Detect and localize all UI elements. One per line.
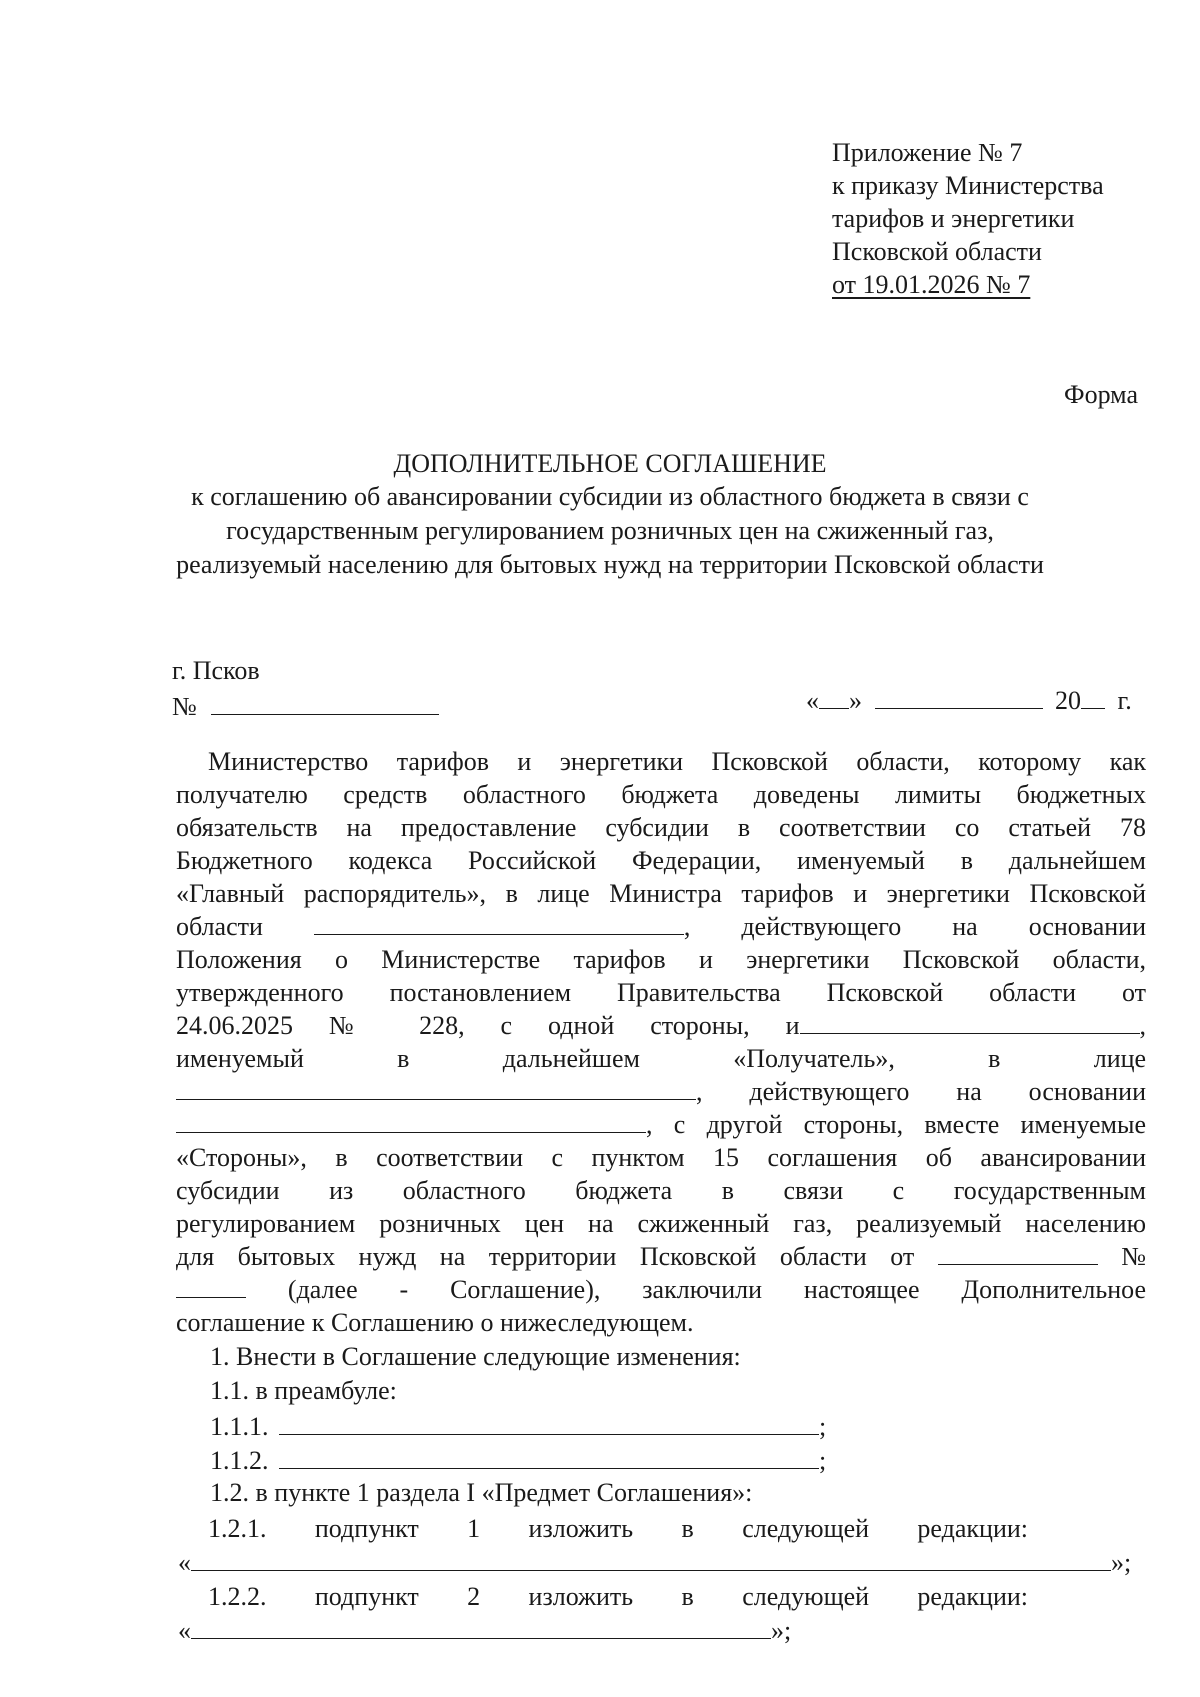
text: с другой стороны, вместе именуемые [673, 1110, 1146, 1139]
word: на [952, 912, 978, 941]
text: (далее - Соглашение), [287, 1275, 601, 1304]
agreement-number [172, 690, 439, 722]
agreement-date [806, 684, 1132, 716]
word: в [988, 1044, 1001, 1073]
recipient-blank [800, 1009, 1140, 1034]
body-line-4: Бюджетного кодекса Российской Федерации, именуемый в дальнейшем [176, 846, 1146, 875]
open-quote: « [178, 1548, 191, 1577]
body-line-14: субсидии из областного бюджета в связи с государственным [176, 1176, 1146, 1205]
word: Дополнительное [961, 1275, 1147, 1304]
representative-field [176, 1077, 703, 1106]
appendix-line-2: к приказу Министерства [832, 171, 1104, 200]
body-line-9 [176, 1009, 1146, 1042]
word: именуемый [176, 1044, 304, 1073]
word: дальнейшем [502, 1044, 640, 1073]
word: заключили [642, 1275, 763, 1304]
word: одной [547, 1011, 615, 1040]
form-label: Форма [1064, 380, 1138, 409]
basis-field [176, 1110, 653, 1139]
word: 228, [419, 1011, 465, 1040]
basis-blank [176, 1108, 646, 1133]
word: основании [1028, 912, 1147, 941]
word: с [500, 1011, 513, 1040]
semicolon: ; [819, 1446, 827, 1475]
body-line-6 [176, 910, 1146, 943]
date-close-quote: » [849, 686, 862, 715]
item-1-2-2-text [178, 1614, 791, 1646]
word: на [956, 1077, 982, 1106]
appendix-line-3: тарифов и энергетики [832, 204, 1075, 233]
item-1: 1. Внести в Соглашение следующие изменения: [210, 1342, 741, 1371]
comma: , [646, 1110, 653, 1139]
subtitle-line-2: государственным регулированием розничных цен на сжиженный газ, [226, 516, 994, 545]
subtitle-line-3: реализуемый населению для бытовых нужд на территории Псковской области [176, 550, 1044, 579]
appendix-line-4: Псковской области [832, 237, 1042, 266]
minister-name-blank [314, 910, 684, 935]
subtitle-line-1: к соглашению об авансировании субсидии из областного бюджета в связи с [191, 482, 1029, 511]
word: и [785, 1011, 800, 1040]
item-1-2-2-blank [191, 1614, 771, 1639]
year-prefix: 20 [1055, 686, 1081, 715]
body-line-13: «Стороны», в соответствии с пунктом 15 соглашения об авансировании [176, 1143, 1146, 1172]
city-name: г. Псков [172, 656, 260, 685]
word: «Получатель», [733, 1044, 895, 1073]
appendix-block [832, 136, 1104, 301]
word: лице [1093, 1044, 1147, 1073]
item-1-2-2: 1.2.2. подпункт 2 изложить в следующей редакции: [208, 1582, 1028, 1611]
word: стороны, [650, 1011, 750, 1040]
item-1-2-1-blank [191, 1546, 1111, 1571]
item-1-1-2 [210, 1444, 826, 1476]
comma: , [1139, 1011, 1146, 1040]
body-line-10 [176, 1042, 1146, 1075]
item-number: 1.1.2. [210, 1446, 269, 1475]
number-blank [211, 690, 439, 715]
word: № [328, 1011, 384, 1040]
recipient-field [786, 1011, 1146, 1040]
body-line-11 [176, 1075, 1146, 1108]
text: для бытовых нужд на территории Псковской области от [176, 1242, 915, 1271]
item-1-1-1 [210, 1410, 826, 1442]
month-blank [875, 684, 1043, 709]
day-blank [819, 684, 849, 709]
year-blank [1081, 684, 1105, 709]
date-open-quote: « [806, 686, 819, 715]
item-1-1: 1.1. в преамбуле: [210, 1376, 397, 1405]
close-quote: »; [771, 1616, 792, 1645]
close-quote: »; [1111, 1548, 1132, 1577]
representative-blank [176, 1075, 696, 1100]
open-quote: « [178, 1616, 191, 1645]
body-line-18: соглашение к Соглашению о нижеследующем. [176, 1308, 694, 1337]
word: 24.06.2025 [176, 1011, 293, 1040]
comma: , [683, 912, 691, 941]
item-1-1-1-blank [279, 1410, 819, 1435]
item-1-1-2-blank [279, 1444, 819, 1469]
item-number: 1.1.1. [210, 1412, 269, 1441]
word: № [1121, 1242, 1146, 1271]
agreement-date-blank [938, 1240, 1098, 1265]
item-1-2-1: 1.2.1. подпункт 1 изложить в следующей редакции: [208, 1514, 1028, 1543]
agreement-number-blank [176, 1273, 246, 1298]
comma: , [696, 1077, 703, 1106]
body-line-16 [176, 1240, 1146, 1273]
word: в [397, 1044, 410, 1073]
document-title: ДОПОЛНИТЕЛЬНОЕ СОГЛАШЕНИЕ [393, 449, 827, 478]
body-line-17 [176, 1273, 1146, 1306]
item-1-2: 1.2. в пункте 1 раздела I «Предмет Соглашения»: [210, 1478, 753, 1507]
word: основании [1028, 1077, 1146, 1106]
body-line-12 [176, 1108, 1146, 1141]
appendix-order-date: от 19.01.2026 № 7 [832, 270, 1031, 299]
item-1-2-1-text [178, 1546, 1131, 1578]
body-line-2: получателю средств областного бюджета доведены лимиты бюджетных [176, 780, 1146, 809]
number-label: № [172, 692, 197, 721]
year-suffix: г. [1117, 686, 1132, 715]
body-line-1: Министерство тарифов и энергетики Псковской области, которому как [208, 747, 1146, 776]
appendix-line-1: Приложение № 7 [832, 138, 1023, 167]
body-line-15: регулированием розничных цен на сжиженный газ, реализуемый населению [176, 1209, 1146, 1238]
word: действующего [749, 1077, 910, 1106]
word: действующего [741, 912, 902, 941]
body-line-3: обязательств на предоставление субсидии в соответствии со статьей 78 [176, 813, 1146, 842]
word: области [176, 912, 263, 941]
body-line-7: Положения о Министерстве тарифов и энергетики Псковской области, [176, 945, 1146, 974]
word: настоящее [803, 1275, 920, 1304]
body-line-8: утвержденного постановлением Правительства Псковской области от [176, 978, 1146, 1007]
semicolon: ; [819, 1412, 827, 1441]
body-line-5: «Главный распорядитель», в лице Министра тарифов и энергетики Псковской [176, 879, 1146, 908]
minister-name-field [314, 912, 691, 941]
